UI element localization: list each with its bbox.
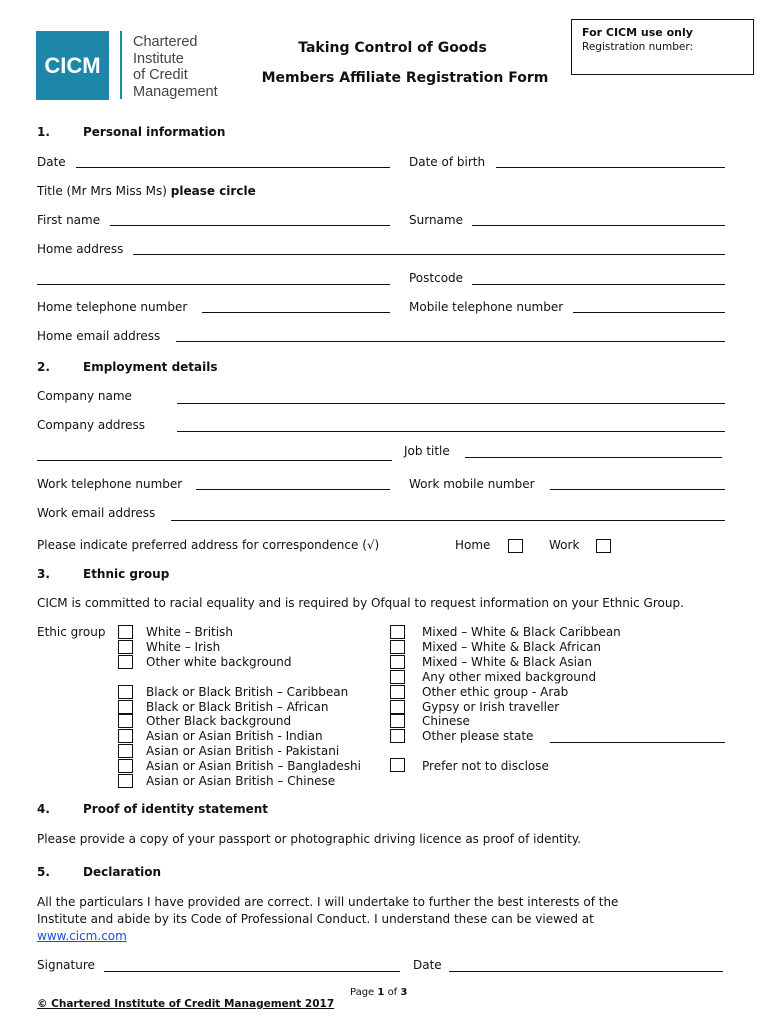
ethnic-option-mixed-caribbean: Mixed – White & Black Caribbean xyxy=(422,625,621,639)
home-tel-field[interactable] xyxy=(202,312,390,313)
ethnic-checkbox-other-white[interactable] xyxy=(118,655,133,669)
ethnic-option-asian-indian: Asian or Asian British - Indian xyxy=(146,729,323,743)
preferred-home-checkbox[interactable] xyxy=(508,539,523,553)
registration-number-label: Registration number: xyxy=(582,41,693,53)
page-of: of xyxy=(387,987,398,998)
ethnic-checkbox-gypsy-traveller[interactable] xyxy=(390,700,405,714)
ethnic-option-arab: Other ethic group - Arab xyxy=(422,685,569,699)
ethnic-checkbox-black-caribbean[interactable] xyxy=(118,685,133,699)
ethnic-checkbox-asian-bangladeshi[interactable] xyxy=(118,759,133,773)
ethnic-option-other-mixed: Any other mixed background xyxy=(422,670,597,684)
preferred-address-label: Please indicate preferred address for correspondence (√) xyxy=(37,538,380,552)
dob-field[interactable] xyxy=(496,167,725,168)
mobile-tel-field[interactable] xyxy=(573,312,725,313)
section-5-number: 5. xyxy=(37,865,50,879)
work-email-label: Work email address xyxy=(37,506,156,520)
ethnic-checkbox-white-irish[interactable] xyxy=(118,640,133,654)
section-1-number: 1. xyxy=(37,125,50,139)
ethnic-checkbox-asian-chinese[interactable] xyxy=(118,774,133,788)
section-3-title: Ethnic group xyxy=(83,567,170,581)
home-address-label: Home address xyxy=(37,242,124,256)
work-tel-field[interactable] xyxy=(196,489,390,490)
company-name-field[interactable] xyxy=(177,403,725,404)
ethnic-option-gypsy-traveller: Gypsy or Irish traveller xyxy=(422,700,560,714)
ethnic-option-asian-bangladeshi: Asian or Asian British – Bangladeshi xyxy=(146,759,361,773)
ethnic-checkbox-prefer-not[interactable] xyxy=(390,758,405,772)
postcode-label: Postcode xyxy=(409,271,464,285)
ethnic-checkbox-black-african[interactable] xyxy=(118,700,133,714)
company-name-label: Company name xyxy=(37,389,132,403)
ethnic-option-prefer-not: Prefer not to disclose xyxy=(422,759,549,773)
page-prefix: Page xyxy=(350,987,375,998)
ethnic-option-mixed-asian: Mixed – White & Black Asian xyxy=(422,655,592,669)
logo-line-2: Institute xyxy=(133,50,184,67)
surname-field[interactable] xyxy=(472,225,725,226)
footer-copyright: © Chartered Institute of Credit Management 2017 xyxy=(37,998,335,1010)
preferred-work-label: Work xyxy=(549,538,580,552)
home-email-label: Home email address xyxy=(37,329,161,343)
company-address-line-2[interactable] xyxy=(37,460,392,461)
ethnic-intro: CICM is committed to racial equality and is required by Ofqual to request information on your Ethnic Group. xyxy=(37,596,684,610)
ethnic-checkbox-arab[interactable] xyxy=(390,685,405,699)
ethnic-checkbox-other-black[interactable] xyxy=(118,714,133,728)
surname-label: Surname xyxy=(409,213,463,227)
section-3-number: 3. xyxy=(37,567,50,581)
mobile-tel-label: Mobile telephone number xyxy=(409,300,564,314)
logo-line-4: Management xyxy=(133,83,218,100)
ethnic-checkbox-asian-indian[interactable] xyxy=(118,729,133,743)
page-current: 1 xyxy=(377,987,385,998)
section-1-title: Personal information xyxy=(83,125,226,139)
company-address-field[interactable] xyxy=(177,431,725,432)
office-use-box xyxy=(571,19,754,75)
home-tel-label: Home telephone number xyxy=(37,300,188,314)
office-use-heading: For CICM use only xyxy=(582,26,693,39)
ethnic-checkbox-other-mixed[interactable] xyxy=(390,670,405,684)
ethnic-checkbox-mixed-caribbean[interactable] xyxy=(390,625,405,639)
proof-text: Please provide a copy of your passport or photographic driving licence as proof of identity. xyxy=(37,832,582,846)
declaration-line-1: All the particulars I have provided are correct. I will undertake to further the best interests of the xyxy=(37,895,619,909)
ethnic-option-black-african: Black or Black British – African xyxy=(146,700,329,714)
first-name-field[interactable] xyxy=(110,225,390,226)
title-options: Title (Mr Mrs Miss Ms) xyxy=(37,184,167,198)
home-email-field[interactable] xyxy=(176,341,725,342)
ethnic-group-label: Ethic group xyxy=(37,625,106,639)
ethnic-option-black-caribbean: Black or Black British – Caribbean xyxy=(146,685,349,699)
form-subtitle: Members Affiliate Registration Form xyxy=(261,70,549,86)
declaration-date-label: Date xyxy=(413,958,442,972)
ethnic-option-mixed-african: Mixed – White & Black African xyxy=(422,640,602,654)
preferred-home-label: Home xyxy=(455,538,491,552)
declaration-line-2: Institute and abide by its Code of Professional Conduct. I understand these can be viewed at xyxy=(37,912,594,926)
ethnic-option-white-irish: White – Irish xyxy=(146,640,221,654)
logo-wordmark xyxy=(133,34,243,100)
section-2-number: 2. xyxy=(37,360,50,374)
ethnic-checkbox-mixed-asian[interactable] xyxy=(390,655,405,669)
ethnic-checkbox-white-british[interactable] xyxy=(118,625,133,639)
home-address-field[interactable] xyxy=(133,254,725,255)
work-mobile-label: Work mobile number xyxy=(409,477,535,491)
signature-label: Signature xyxy=(37,958,95,972)
ethnic-checkbox-chinese[interactable] xyxy=(390,714,405,728)
logo-line-3: of Credit xyxy=(133,67,188,83)
declaration-date-field[interactable] xyxy=(449,971,723,972)
company-address-label: Company address xyxy=(37,418,146,432)
ethnic-option-chinese: Chinese xyxy=(422,714,470,728)
cicm-website-link[interactable]: www.cicm.com xyxy=(37,929,127,943)
date-label: Date xyxy=(37,155,66,169)
job-title-label: Job title xyxy=(404,444,450,458)
ethnic-option-asian-chinese: Asian or Asian British – Chinese xyxy=(146,774,336,788)
section-5-title: Declaration xyxy=(83,865,162,879)
postcode-field[interactable] xyxy=(472,284,725,285)
page-indicator xyxy=(350,987,407,998)
home-address-line-2[interactable] xyxy=(37,284,390,285)
ethnic-checkbox-asian-pakistani[interactable] xyxy=(118,744,133,758)
work-mobile-field[interactable] xyxy=(550,489,725,490)
ethnic-checkbox-mixed-african[interactable] xyxy=(390,640,405,654)
title-instruction: please circle xyxy=(170,184,256,198)
logo-divider xyxy=(120,31,122,99)
logo-line-1: Chartered xyxy=(133,34,198,50)
cicm-logo-mark: CICM xyxy=(36,31,109,100)
title-label xyxy=(37,184,256,198)
ethnic-option-asian-pakistani: Asian or Asian British - Pakistani xyxy=(146,744,340,758)
section-2-title: Employment details xyxy=(83,360,218,374)
page-total: 3 xyxy=(400,987,408,998)
signature-field[interactable] xyxy=(104,971,400,972)
ethnic-other-state-field[interactable] xyxy=(550,742,725,743)
first-name-label: First name xyxy=(37,213,101,227)
dob-label: Date of birth xyxy=(409,155,486,169)
preferred-work-checkbox[interactable] xyxy=(596,539,611,553)
work-email-field[interactable] xyxy=(171,520,725,521)
ethnic-option-other-white: Other white background xyxy=(146,655,292,669)
ethnic-option-other-state: Other please state xyxy=(422,729,534,743)
form-title: Taking Control of Goods xyxy=(298,40,487,56)
ethnic-option-white-british: White – British xyxy=(146,625,233,639)
ethnic-checkbox-other-state[interactable] xyxy=(390,729,405,743)
job-title-field[interactable] xyxy=(465,457,722,458)
ethnic-option-other-black: Other Black background xyxy=(146,714,292,728)
section-4-title: Proof of identity statement xyxy=(83,802,268,816)
work-tel-label: Work telephone number xyxy=(37,477,183,491)
date-field[interactable] xyxy=(76,167,390,168)
section-4-number: 4. xyxy=(37,802,50,816)
